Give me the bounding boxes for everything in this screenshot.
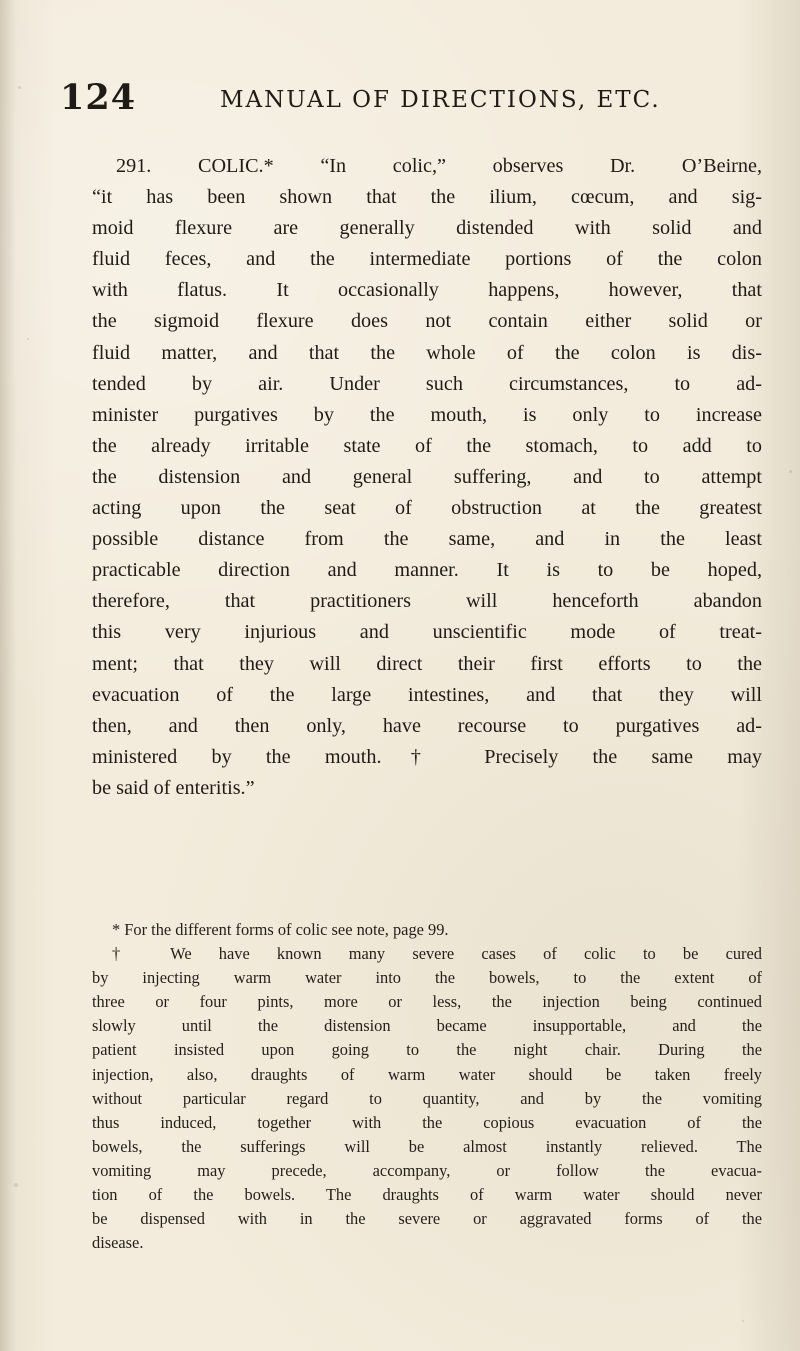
body-line: fluid matter, and that the whole of the colon is dis-: [92, 341, 762, 364]
main-body-text: [92, 151, 762, 804]
paper-speckle: [742, 1320, 744, 1322]
footnote-line: vomiting may precede, accompany, or follow the evacua-: [92, 1160, 762, 1180]
body-line: fluid feces, and the intermediate portions of the colon: [92, 248, 762, 271]
body-line: tended by air. Under such circumstances, to ad-: [92, 372, 762, 395]
footnote-line: tion of the bowels. The draughts of warm water should never: [92, 1185, 762, 1205]
paper-speckle: [18, 86, 21, 89]
footnote-line: † We have known many severe cases of colic to be cured: [112, 944, 762, 964]
footnote-line: thus induced, together with the copious evacuation of the: [92, 1112, 762, 1132]
footnote-line: three or four pints, more or less, the injection being continued: [92, 992, 762, 1012]
body-line: “it has been shown that the ilium, cœcum, and sig-: [92, 186, 762, 209]
footnote-line: patient insisted upon going to the night chair. During the: [92, 1040, 762, 1060]
page-header: [60, 77, 760, 120]
footnote-line: be dispensed with in the severe or aggravated forms of the: [92, 1209, 762, 1229]
footnotes: [92, 918, 762, 1255]
body-line: ministered by the mouth.† Precisely the same may: [92, 745, 762, 768]
footnote-line: bowels, the sufferings will be almost instantly relieved. The: [92, 1136, 762, 1156]
body-line: the sigmoid flexure does not contain either solid or: [92, 310, 762, 333]
footnote-line: * For the different forms of colic see note, page 99.: [112, 920, 449, 939]
running-title: MANUAL OF DIRECTIONS, ETC.: [220, 87, 661, 113]
body-line: this very injurious and unscientific mode of treat-: [92, 621, 762, 644]
footnote-line: disease.: [92, 1233, 144, 1253]
page-edge-shadow: [0, 0, 16, 1351]
footnote-line: without particular regard to quantity, and by the vomiting: [92, 1088, 762, 1108]
body-line: practicable direction and manner. It is to be hoped,: [92, 559, 762, 582]
paper-speckle: [14, 1183, 18, 1187]
body-line: be said of enteritis.”: [92, 776, 255, 799]
paper-speckle: [27, 338, 29, 340]
body-line: the already irritable state of the stomach, to add to: [92, 434, 762, 457]
page-number: 124: [60, 77, 137, 118]
footnote-line: by injecting warm water into the bowels, to the extent of: [92, 968, 762, 988]
body-line: the distension and general suffering, and to attempt: [92, 465, 762, 488]
body-line: then, and then only, have recourse to purgatives ad-: [92, 714, 762, 737]
body-line: possible distance from the same, and in the least: [92, 528, 762, 551]
paper-speckle: [789, 470, 792, 473]
footnote-line: injection, also, draughts of warm water should be taken freely: [92, 1064, 762, 1084]
footnote-line: slowly until the distension became insupportable, and the: [92, 1016, 762, 1036]
body-line: minister purgatives by the mouth, is only to increase: [92, 403, 762, 426]
body-line: ment; that they will direct their first efforts to the: [92, 652, 762, 675]
body-line: evacuation of the large intestines, and that they will: [92, 683, 762, 706]
body-line: 291. COLIC.* “In colic,” observes Dr. O’Beirne,: [116, 155, 762, 177]
body-line: acting upon the seat of obstruction at the greatest: [92, 497, 762, 520]
body-line: with flatus. It occasionally happens, however, that: [92, 279, 762, 302]
body-line: therefore, that practitioners will henceforth abandon: [92, 590, 762, 613]
body-line: moid flexure are generally distended with solid and: [92, 217, 762, 240]
